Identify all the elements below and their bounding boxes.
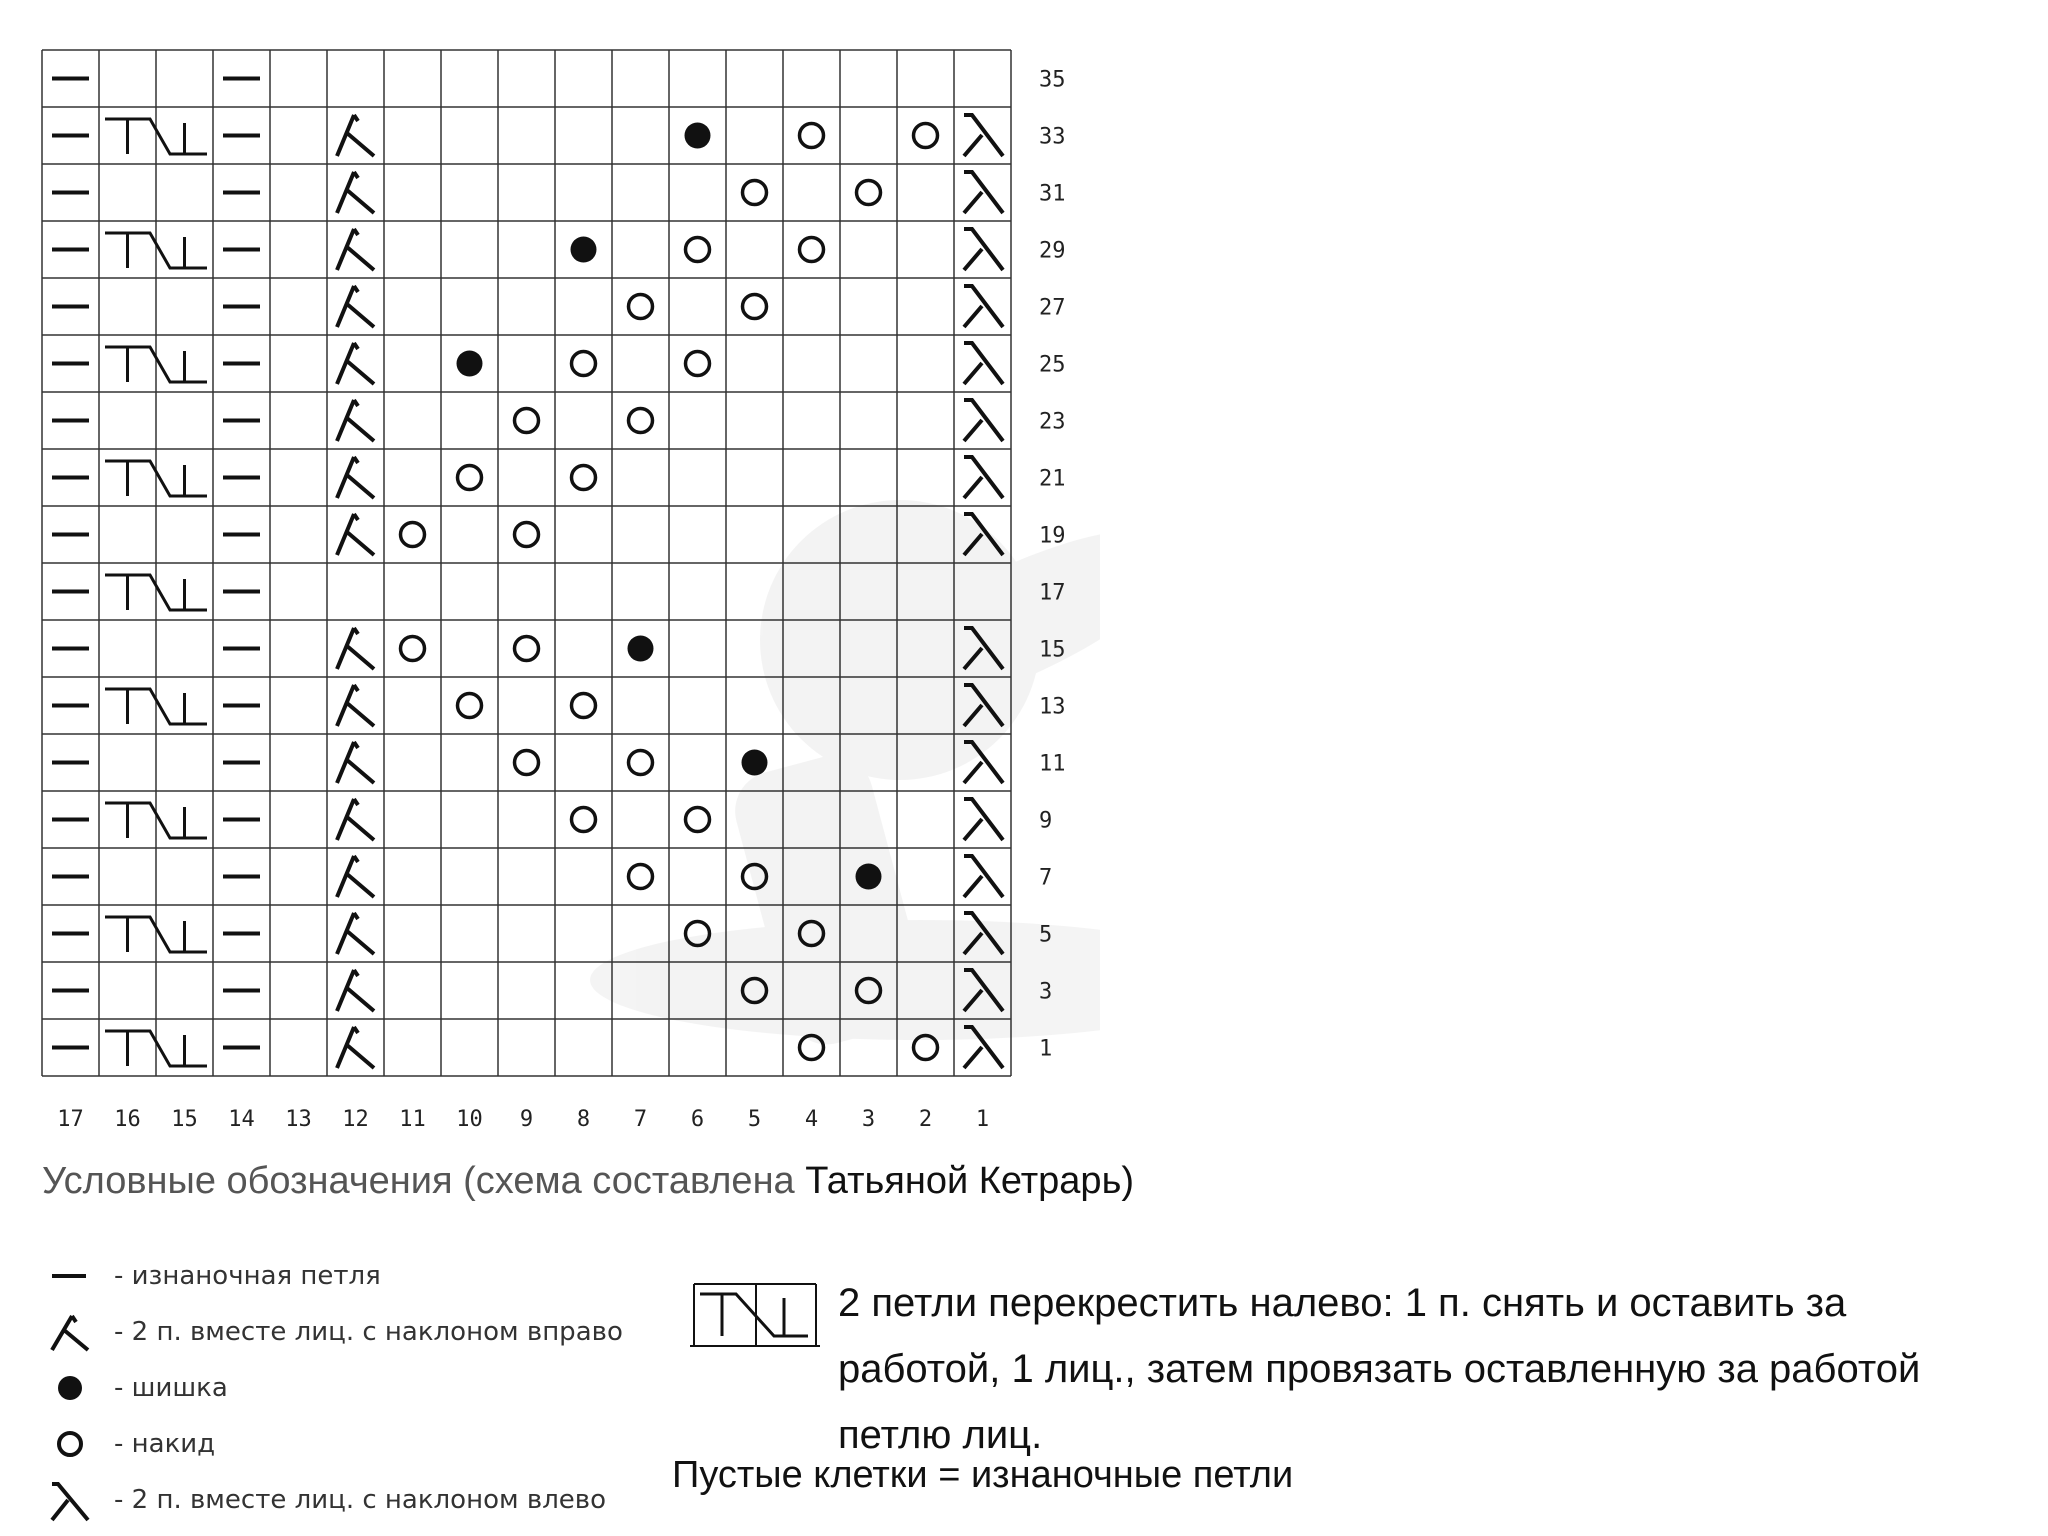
k2tog-right-icon	[337, 970, 374, 1011]
bobble-icon	[457, 351, 483, 377]
k2tog-right-icon	[337, 400, 374, 441]
yarn-over-icon	[800, 238, 824, 262]
column-label: 11	[399, 1107, 426, 1132]
row-label: 25	[1039, 352, 1066, 378]
k2tog-right-icon	[337, 229, 374, 270]
yarn-over-icon	[572, 352, 596, 376]
yarn-over-icon	[686, 352, 710, 376]
knitting-chart	[0, 0, 1100, 1140]
purl-dash-icon	[42, 1248, 102, 1304]
bobble-icon	[742, 750, 768, 776]
yarn-over-icon	[401, 637, 425, 661]
column-label: 6	[690, 1107, 705, 1132]
row-label: 1	[1039, 1036, 1053, 1062]
row-label: 5	[1039, 922, 1053, 948]
yarn-over-icon	[743, 181, 767, 205]
k2tog-right-icon	[337, 115, 374, 156]
column-label: 17	[57, 1107, 84, 1132]
yarn-over-icon	[629, 409, 653, 433]
column-label: 15	[171, 1107, 198, 1132]
cable-legend-text: 2 петли перекрестить налево: 1 п. снять и оставить за работой, 1 лиц., затем провязать оставленную за работой петлю лиц.	[838, 1281, 1921, 1457]
yarn-over-icon	[515, 409, 539, 433]
legend-item-label: - шишка	[114, 1373, 228, 1403]
yarn-over-icon	[458, 694, 482, 718]
row-label: 15	[1039, 637, 1066, 663]
legend-item-label: - накид	[114, 1429, 216, 1459]
column-label: 3	[861, 1107, 876, 1132]
row-label: 33	[1039, 124, 1066, 150]
row-label: 3	[1039, 979, 1053, 1005]
yarn-over-icon	[743, 295, 767, 319]
yarn-over-icon	[629, 751, 653, 775]
legend-title-author: Татьяной Кетрарь)	[805, 1160, 1135, 1202]
row-label: 11	[1039, 751, 1066, 777]
legend-title-prefix: Условные обозначения (схема составлена	[42, 1160, 795, 1202]
yarn-over-icon	[629, 865, 653, 889]
legend-item-ssk-left	[42, 1472, 606, 1528]
column-label: 13	[285, 1107, 312, 1132]
yarn-over-icon	[857, 181, 881, 205]
row-label: 21	[1039, 466, 1066, 492]
k2tog-right-icon	[337, 628, 374, 669]
row-label: 7	[1039, 865, 1053, 891]
column-label: 9	[519, 1107, 534, 1132]
ssk-left-icon	[964, 343, 1003, 384]
row-label: 13	[1039, 694, 1066, 720]
yarn-over-icon	[686, 238, 710, 262]
yarn-over-icon	[401, 523, 425, 547]
k2tog-right-icon	[337, 457, 374, 498]
k2tog-right-icon	[337, 514, 374, 555]
yarn-over-icon	[686, 808, 710, 832]
yarn-over-icon	[800, 124, 824, 148]
column-label: 14	[228, 1107, 255, 1132]
column-label: 4	[804, 1107, 819, 1132]
bobble-icon	[42, 1360, 102, 1416]
yarn-over-icon	[572, 466, 596, 490]
row-label: 19	[1039, 523, 1066, 549]
column-label: 2	[918, 1107, 933, 1132]
yarn-over-icon	[572, 694, 596, 718]
legend-item-label: - 2 п. вместе лиц. с наклоном влево	[114, 1485, 607, 1515]
ssk-left-icon	[964, 400, 1003, 441]
yarn-over-icon	[42, 1416, 102, 1472]
ssk-left-icon	[964, 172, 1003, 213]
ssk-left-icon	[964, 115, 1003, 156]
k2tog-right-icon	[337, 742, 374, 783]
watermark-sheep-icon	[590, 494, 1100, 1053]
column-label: 10	[456, 1107, 483, 1132]
column-label: 1	[975, 1107, 990, 1132]
yarn-over-icon	[572, 808, 596, 832]
legend-item-label: - изнаночная петля	[114, 1261, 381, 1291]
bobble-icon	[628, 636, 654, 662]
bobble-icon	[856, 864, 882, 890]
ssk-left-icon	[964, 799, 1003, 840]
yarn-over-icon	[629, 295, 653, 319]
ssk-left-icon	[964, 286, 1003, 327]
yarn-over-icon	[458, 466, 482, 490]
legend-item-purl	[42, 1248, 381, 1304]
yarn-over-icon	[515, 751, 539, 775]
legend-item-bobble	[42, 1360, 228, 1416]
column-label: 8	[576, 1107, 591, 1132]
yarn-over-icon	[914, 124, 938, 148]
row-label: 31	[1039, 181, 1066, 207]
k2tog-right-icon	[42, 1304, 102, 1360]
k2tog-right-icon	[337, 856, 374, 897]
bobble-icon	[685, 123, 711, 149]
k2tog-right-icon	[337, 913, 374, 954]
empty-cells-note: Пустые клетки = изнаночные петли	[672, 1454, 1294, 1496]
k2tog-right-icon	[337, 343, 374, 384]
yarn-over-icon	[515, 637, 539, 661]
row-label: 29	[1039, 238, 1066, 264]
row-label: 9	[1039, 808, 1053, 834]
cable-cross-left-icon	[690, 1276, 820, 1352]
k2tog-right-icon	[337, 172, 374, 213]
ssk-left-icon	[964, 457, 1003, 498]
row-label: 35	[1039, 67, 1066, 93]
column-label: 16	[114, 1107, 141, 1132]
column-label: 5	[747, 1107, 762, 1132]
legend-item-label: - 2 п. вместе лиц. с наклоном вправо	[114, 1317, 623, 1347]
k2tog-right-icon	[337, 799, 374, 840]
column-label: 12	[342, 1107, 369, 1132]
yarn-over-icon	[515, 523, 539, 547]
bobble-icon	[571, 237, 597, 263]
row-label: 23	[1039, 409, 1066, 435]
k2tog-right-icon	[337, 685, 374, 726]
k2tog-right-icon	[337, 1027, 374, 1068]
k2tog-right-icon	[337, 286, 374, 327]
ssk-left-icon	[964, 856, 1003, 897]
ssk-left-icon	[964, 229, 1003, 270]
legend-item-k2tog-right	[42, 1304, 623, 1360]
row-label: 17	[1039, 580, 1066, 606]
legend-title	[42, 1160, 1134, 1203]
legend-item-yo	[42, 1416, 215, 1472]
column-label: 7	[633, 1107, 648, 1132]
row-label: 27	[1039, 295, 1066, 321]
ssk-left-icon	[42, 1472, 102, 1528]
